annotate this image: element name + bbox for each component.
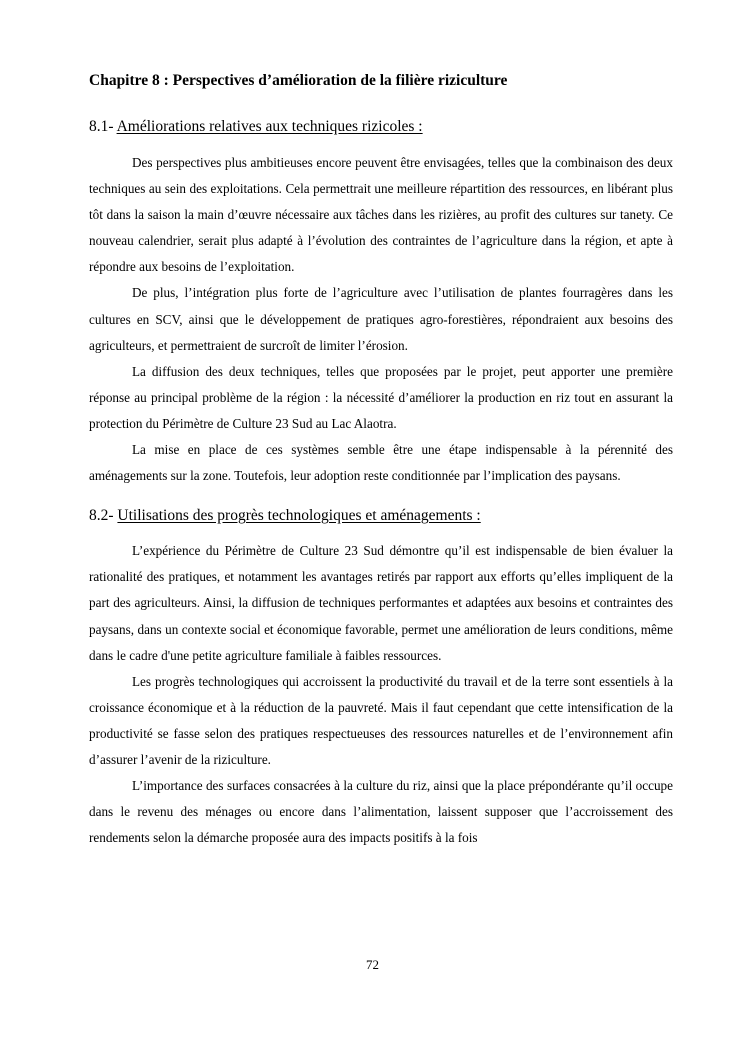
paragraph: La diffusion des deux techniques, telles que proposées par le projet, peut apporter une première réponse au principal problème de la région : la nécessité d’améliorer la production en riz tout en assurant la protection du Périmètre de Culture 23 Sud au Lac Alaotra. bbox=[89, 363, 673, 431]
paragraph: L’expérience du Périmètre de Culture 23 Sud démontre qu’il est indispensable de bien évaluer la rationalité des pratiques, et notamment les avantages retirés par rapport aux efforts qu’elles impliquent de la part des agriculteurs. Ainsi, la diffusion de techniques performantes et adaptées aux besoins et contraintes des paysans, dans un contexte social et économique favorable, permet une amélioration de leurs conditions, même dans le cadre d'une petite agriculture familiale à faibles ressources. bbox=[89, 543, 673, 663]
section-title: Utilisations des progrès technologiques et aménagements : bbox=[117, 507, 481, 525]
page-number: 72 bbox=[366, 957, 379, 972]
paragraph: Des perspectives plus ambitieuses encore peuvent être envisagées, telles que la combinaison des deux techniques au sein des exploitations. Cela permettrait une meilleure répartition des ressources, en libérant plus tôt dans la saison la main d’œuvre nécessaire aux tâches dans les rizières, au profit des cultures sur tanety. Ce nouveau calendrier, serait plus adapté à l’évolution des contraintes de l’agriculture dans la région, et apte à répondre aux besoins de l’exploitation. bbox=[89, 155, 673, 275]
section-8-1-body bbox=[89, 150, 673, 489]
paragraph: Les progrès technologiques qui accroissent la productivité du travail et de la terre sont essentiels à la croissance économique et à la réduction de la pauvreté. Mais il faut cependant que cette intensification de la productivité se fasse selon des pratiques respectueuses des ressources naturelles et de l’environnement afin d’assurer l’avenir de la riziculture. bbox=[89, 673, 673, 767]
section-number: 8.1- bbox=[89, 118, 114, 135]
section-heading-8-2 bbox=[89, 505, 673, 527]
section-title: Améliorations relatives aux techniques rizicoles : bbox=[116, 118, 423, 135]
paragraph: De plus, l’intégration plus forte de l’agriculture avec l’utilisation de plantes fourragères dans les cultures en SCV, ainsi que le développement de pratiques agro-forestières, répondraient aux besoins des agriculteurs, et permettraient de surcroît de limiter l’érosion. bbox=[89, 285, 673, 353]
paragraph: L’importance des surfaces consacrées à la culture du riz, ainsi que la place prépondérante qu’il occupe dans le revenu des ménages ou encore dans l’alimentation, laissent supposer que l’accroissement des rendements selon la démarche proposée aura des impacts positifs à la fois bbox=[89, 778, 673, 846]
paragraph: La mise en place de ces systèmes semble être une étape indispensable à la pérennité des aménagements sur la zone. Toutefois, leur adoption reste conditionnée par l’implication des paysans. bbox=[89, 442, 673, 484]
page-content bbox=[89, 70, 673, 851]
section-8-2-body bbox=[89, 538, 673, 851]
section-heading-8-1 bbox=[89, 116, 673, 138]
section-number: 8.2- bbox=[89, 507, 114, 525]
chapter-title: Chapitre 8 : Perspectives d’amélioration de la filière riziculture bbox=[89, 72, 508, 89]
